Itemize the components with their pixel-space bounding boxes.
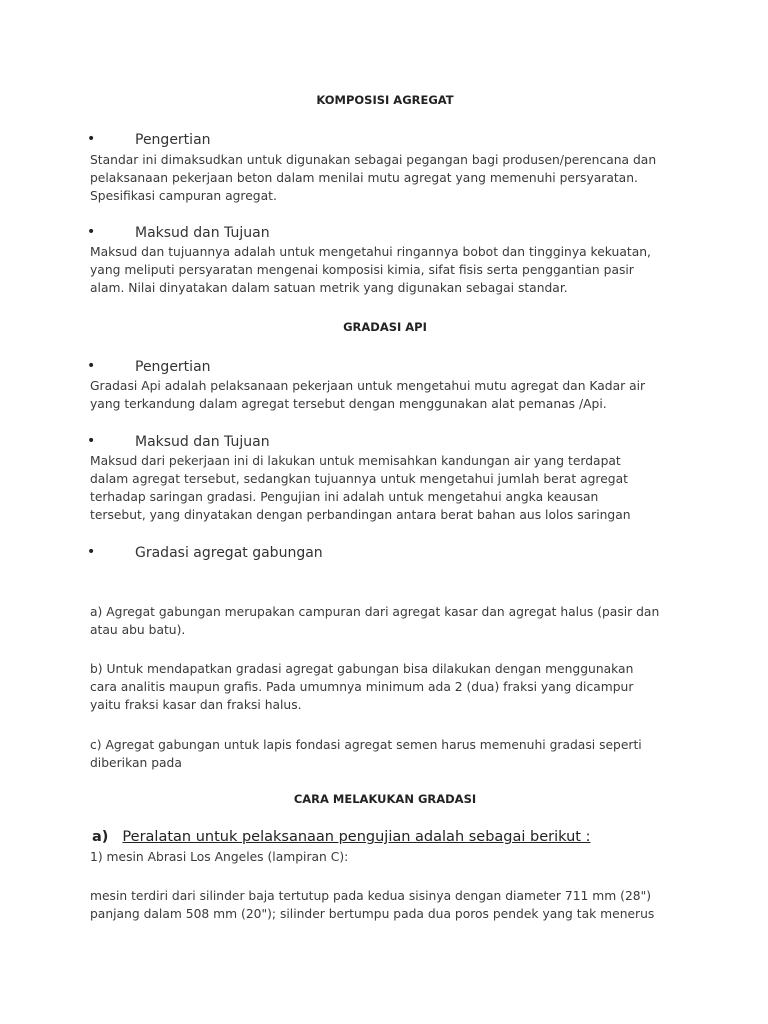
- line: alam. Nilai dinyatakan dalam satuan metrik yang digunakan sebagai standar.: [90, 281, 568, 295]
- subheading-peralatan: [92, 829, 590, 845]
- paragraph: [90, 377, 645, 413]
- subheading-pengertian: Pengertian: [135, 359, 211, 375]
- line: yang meliputi persyaratan mengenai komposisi kimia, sifat fisis serta penggantian pasir: [90, 263, 634, 277]
- paragraph: [90, 848, 348, 866]
- line: terhadap saringan gradasi. Pengujian ini adalah untuk mengetahui angka keausan: [90, 490, 599, 504]
- line: yang terkandung dalam agregat tersebut dengan menggunakan alat pemanas /Api.: [90, 397, 607, 411]
- bullet-icon: •: [87, 358, 96, 374]
- paragraph: [90, 603, 659, 639]
- subheading-text: Peralatan untuk pelaksanaan pengujian adalah sebagai berikut :: [122, 829, 591, 845]
- bullet-icon: •: [87, 544, 96, 560]
- heading-cara-melakukan-gradasi: CARA MELAKUKAN GRADASI: [293, 792, 477, 806]
- line: Maksud dari pekerjaan ini di lakukan untuk memisahkan kandungan air yang terdapat: [90, 454, 621, 468]
- subheading-pengertian: Pengertian: [135, 132, 211, 148]
- paragraph: [90, 243, 651, 297]
- paragraph: [90, 151, 656, 205]
- paragraph: [90, 887, 654, 923]
- line: atau abu batu).: [90, 623, 186, 637]
- line: dalam agregat tersebut, sedangkan tujuannya untuk mengetahui jumlah berat agregat: [90, 472, 628, 486]
- subheading-maksud-tujuan: Maksud dan Tujuan: [135, 225, 270, 241]
- paragraph: [90, 452, 631, 524]
- paragraph: [90, 660, 633, 714]
- line: 1) mesin Abrasi Los Angeles (lampiran C):: [90, 850, 349, 864]
- line: Standar ini dimaksudkan untuk digunakan sebagai pegangan bagi produsen/perencana dan: [90, 153, 657, 167]
- line: tersebut, yang dinyatakan dengan perbandingan antara berat bahan aus lolos saringan: [90, 508, 631, 522]
- heading-gradasi-api: GRADASI API: [343, 320, 427, 334]
- line: a) Agregat gabungan merupakan campuran dari agregat kasar dan agregat halus (pasir dan: [90, 605, 660, 619]
- line: panjang dalam 508 mm (20"); silinder bertumpu pada dua poros pendek yang tak menerus: [90, 907, 655, 921]
- line: yaitu fraksi kasar dan fraksi halus.: [90, 698, 302, 712]
- line: diberikan pada: [90, 756, 182, 770]
- line: c) Agregat gabungan untuk lapis fondasi agregat semen harus memenuhi gradasi seperti: [90, 738, 642, 752]
- heading-komposisi-agregat: KOMPOSISI AGREGAT: [316, 93, 454, 107]
- subheading-maksud-tujuan: Maksud dan Tujuan: [135, 434, 270, 450]
- line: b) Untuk mendapatkan gradasi agregat gabungan bisa dilakukan dengan menggunakan: [90, 662, 634, 676]
- line: mesin terdiri dari silinder baja tertutup pada kedua sisinya dengan diameter 711 mm (28"): [90, 889, 652, 903]
- line: pelaksanaan pekerjaan beton dalam menilai mutu agregat yang memenuhi persyaratan.: [90, 171, 638, 185]
- paragraph: [90, 736, 642, 772]
- bullet-icon: •: [87, 224, 96, 240]
- line: Gradasi Api adalah pelaksanaan pekerjaan untuk mengetahui mutu agregat dan Kadar air: [90, 379, 646, 393]
- bullet-icon: •: [87, 433, 96, 449]
- line: Maksud dan tujuannya adalah untuk mengetahui ringannya bobot dan tingginya kekuatan,: [90, 245, 651, 259]
- line: cara analitis maupun grafis. Pada umumnya minimum ada 2 (dua) fraksi yang dicampur: [90, 680, 634, 694]
- subheading-gradasi-gabungan: Gradasi agregat gabungan: [135, 545, 323, 561]
- line: Spesifikasi campuran agregat.: [90, 189, 277, 203]
- list-label: a): [92, 829, 109, 845]
- bullet-icon: •: [87, 131, 96, 147]
